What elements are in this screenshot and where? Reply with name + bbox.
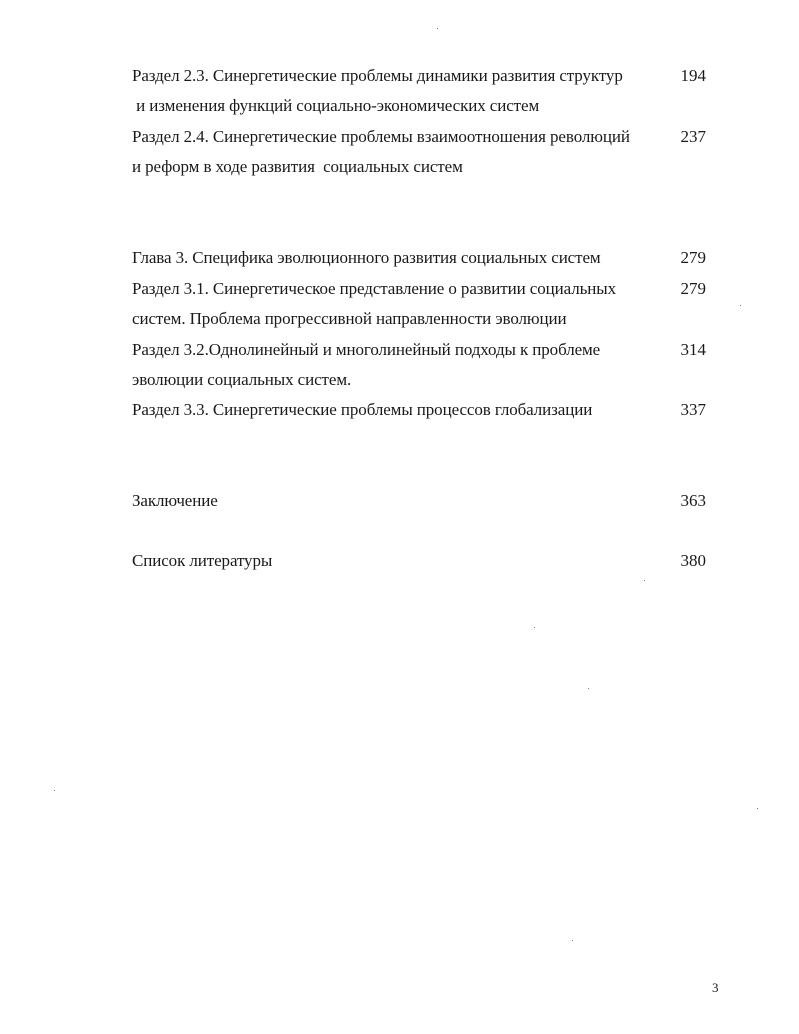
toc-entry-page-number: 337 (680, 400, 706, 419)
toc-entry-page-number: 194 (680, 66, 706, 85)
scan-speck (740, 305, 741, 306)
toc-entry-title-line-2: и реформ в ходе развития социальных систем (132, 157, 463, 176)
toc-entry-page-number: 279 (680, 248, 706, 267)
scan-speck (588, 688, 589, 689)
toc-entry-title-line-2: и изменения функций социально-экономических систем (132, 96, 540, 115)
toc-entry-page-number: 314 (680, 340, 706, 359)
toc-entry-title-line-1: Раздел 3.2.Однолинейный и многолинейный подходы к проблеме (132, 340, 601, 359)
scan-speck (437, 28, 438, 29)
scan-speck (757, 808, 758, 809)
scan-speck (644, 580, 645, 581)
toc-entry-page-number: 363 (680, 491, 706, 510)
toc-entry-title-line-1: Глава 3. Специфика эволюционного развития социальных систем (132, 248, 601, 267)
toc-entry-page-number: 279 (680, 279, 706, 298)
toc-entry-page-number: 237 (680, 127, 706, 146)
page-number-footer: 3 (712, 980, 719, 995)
toc-entry-title-line-1: Раздел 3.3. Синергетические проблемы процессов глобализации (132, 400, 593, 419)
toc-entry-title-line-1: Раздел 2.4. Синергетические проблемы взаимоотношения революций (132, 127, 630, 146)
scan-speck (534, 627, 535, 628)
toc-entry-title-line-2: систем. Проблема прогрессивной направленности эволюции (132, 309, 567, 328)
scan-speck (572, 940, 573, 941)
toc-entry-title-line-1: Список литературы (132, 551, 273, 570)
toc-entry-title-line-1: Заключение (132, 491, 218, 510)
scan-speck (54, 790, 55, 791)
toc-entry-title-line-1: Раздел 3.1. Синергетическое представление о развитии социальных (132, 279, 616, 298)
toc-entry-title-line-1: Раздел 2.3. Синергетические проблемы динамики развития структур (132, 66, 623, 85)
toc-entry-title-line-2: эволюции социальных систем. (132, 370, 352, 389)
toc-entry-page-number: 380 (680, 551, 706, 570)
